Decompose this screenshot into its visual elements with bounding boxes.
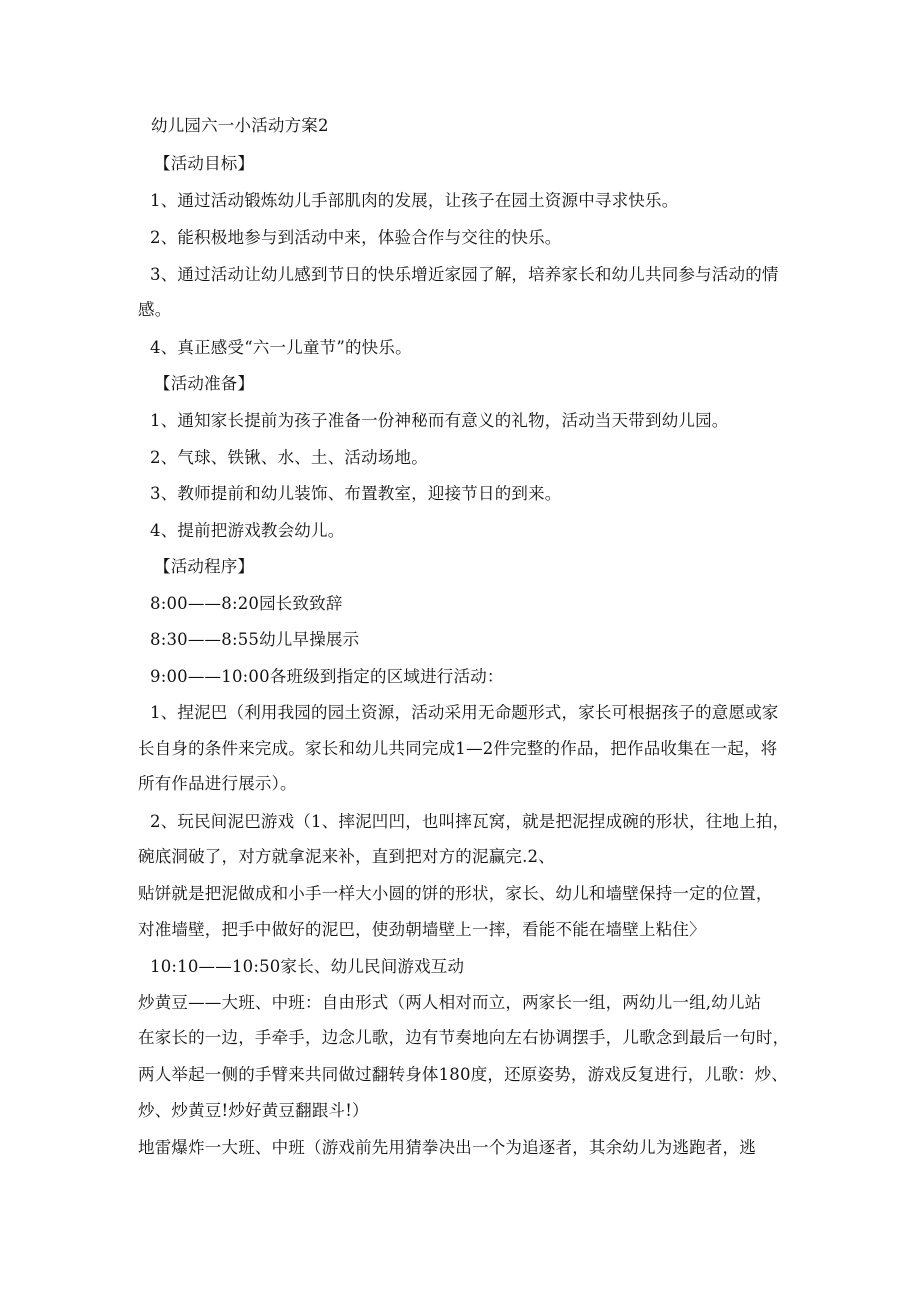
- section-heading-goals: 【活动目标】: [154, 154, 255, 173]
- goal-item: 1、通过活动锻炼幼儿手部肌肉的发展，让孩子在园土资源中寻求快乐。: [150, 191, 679, 210]
- activity-item-continuation: 碗底洞破了，对方就拿泥来补，直到把对方的泥赢完.2、: [138, 847, 555, 866]
- schedule-item: 8:00——8:20园长致致辞: [150, 594, 343, 613]
- activity-item-continuation: 贴饼就是把泥做成和小手一样大小圆的饼的形状，家长、幼儿和墙壁保持一定的位置，: [138, 884, 773, 903]
- activity-item-continuation: 长自身的条件来完成。家长和幼儿共同完成1—2件完整的作品，把作品收集在一起，将: [138, 739, 778, 758]
- section-heading-preparation: 【活动准备】: [154, 374, 255, 393]
- game-item-continuation: 两人举起一侧的手臂来共同做过翻转身体180度，还原姿势，游戏反复进行，儿歌：炒、: [138, 1065, 788, 1084]
- prep-item: 3、教师提前和幼儿装饰、布置教室，迎接节日的到来。: [150, 484, 562, 503]
- activity-item: 2、玩民间泥巴游戏（1、摔泥凹凹，也叫摔瓦窝，就是把泥捏成碗的形状，往地上拍，: [150, 812, 790, 831]
- schedule-item: 9:00——10:00各班级到指定的区域进行活动：: [150, 667, 504, 686]
- activity-item-continuation: 对准墙壁，把手中做好的泥巴，使劲朝墙壁上一摔，看能不能在墙壁上粘住〉: [138, 920, 706, 939]
- activity-item: 1、捏泥巴（利用我园的园土资源，活动采用无命题形式，家长可根据孩子的意愿或家: [150, 703, 779, 722]
- goal-item: 3、通过活动让幼儿感到节日的快乐增近家园了解，培养家长和幼儿共同参与活动的情: [150, 265, 779, 284]
- schedule-item: 10:10——10:50家长、幼儿民间游戏互动: [150, 957, 465, 976]
- schedule-item: 8:30——8:55幼儿早操展示: [150, 630, 360, 649]
- game-item: 炒黄豆——大班、中班：自由形式（两人相对而立，两家长一组，两幼儿一组,幼儿站: [138, 993, 762, 1012]
- prep-item: 2、气球、铁锹、水、土、活动场地。: [150, 448, 428, 467]
- goal-item-continuation: 感。: [138, 300, 172, 319]
- section-heading-procedure: 【活动程序】: [154, 557, 255, 576]
- prep-item: 4、提前把游戏教会幼儿。: [150, 521, 345, 540]
- game-item-continuation: 炒、炒黄豆!炒好黄豆翻跟斗!）: [138, 1101, 369, 1120]
- document-title: 幼儿园六一小活动方案2: [151, 116, 329, 135]
- game-item: 地雷爆炸一大班、中班（游戏前先用猜拳决出一个为追逐者，其余幼儿为逃跑者，逃: [138, 1138, 756, 1157]
- prep-item: 1、通知家长提前为孩子准备一份神秘而有意义的礼物，活动当天带到幼儿园。: [150, 411, 729, 430]
- game-item-continuation: 在家长的一边，手牵手，边念儿歌，边有节奏地向左右协调摆手，儿歌念到最后一句时，: [138, 1028, 790, 1047]
- goal-item: 4、真正感受“六一儿童节”的快乐。: [150, 338, 412, 357]
- activity-item-continuation: 所有作品进行展示）。: [138, 774, 297, 793]
- goal-item: 2、能积极地参与到活动中来，体验合作与交往的快乐。: [150, 228, 562, 247]
